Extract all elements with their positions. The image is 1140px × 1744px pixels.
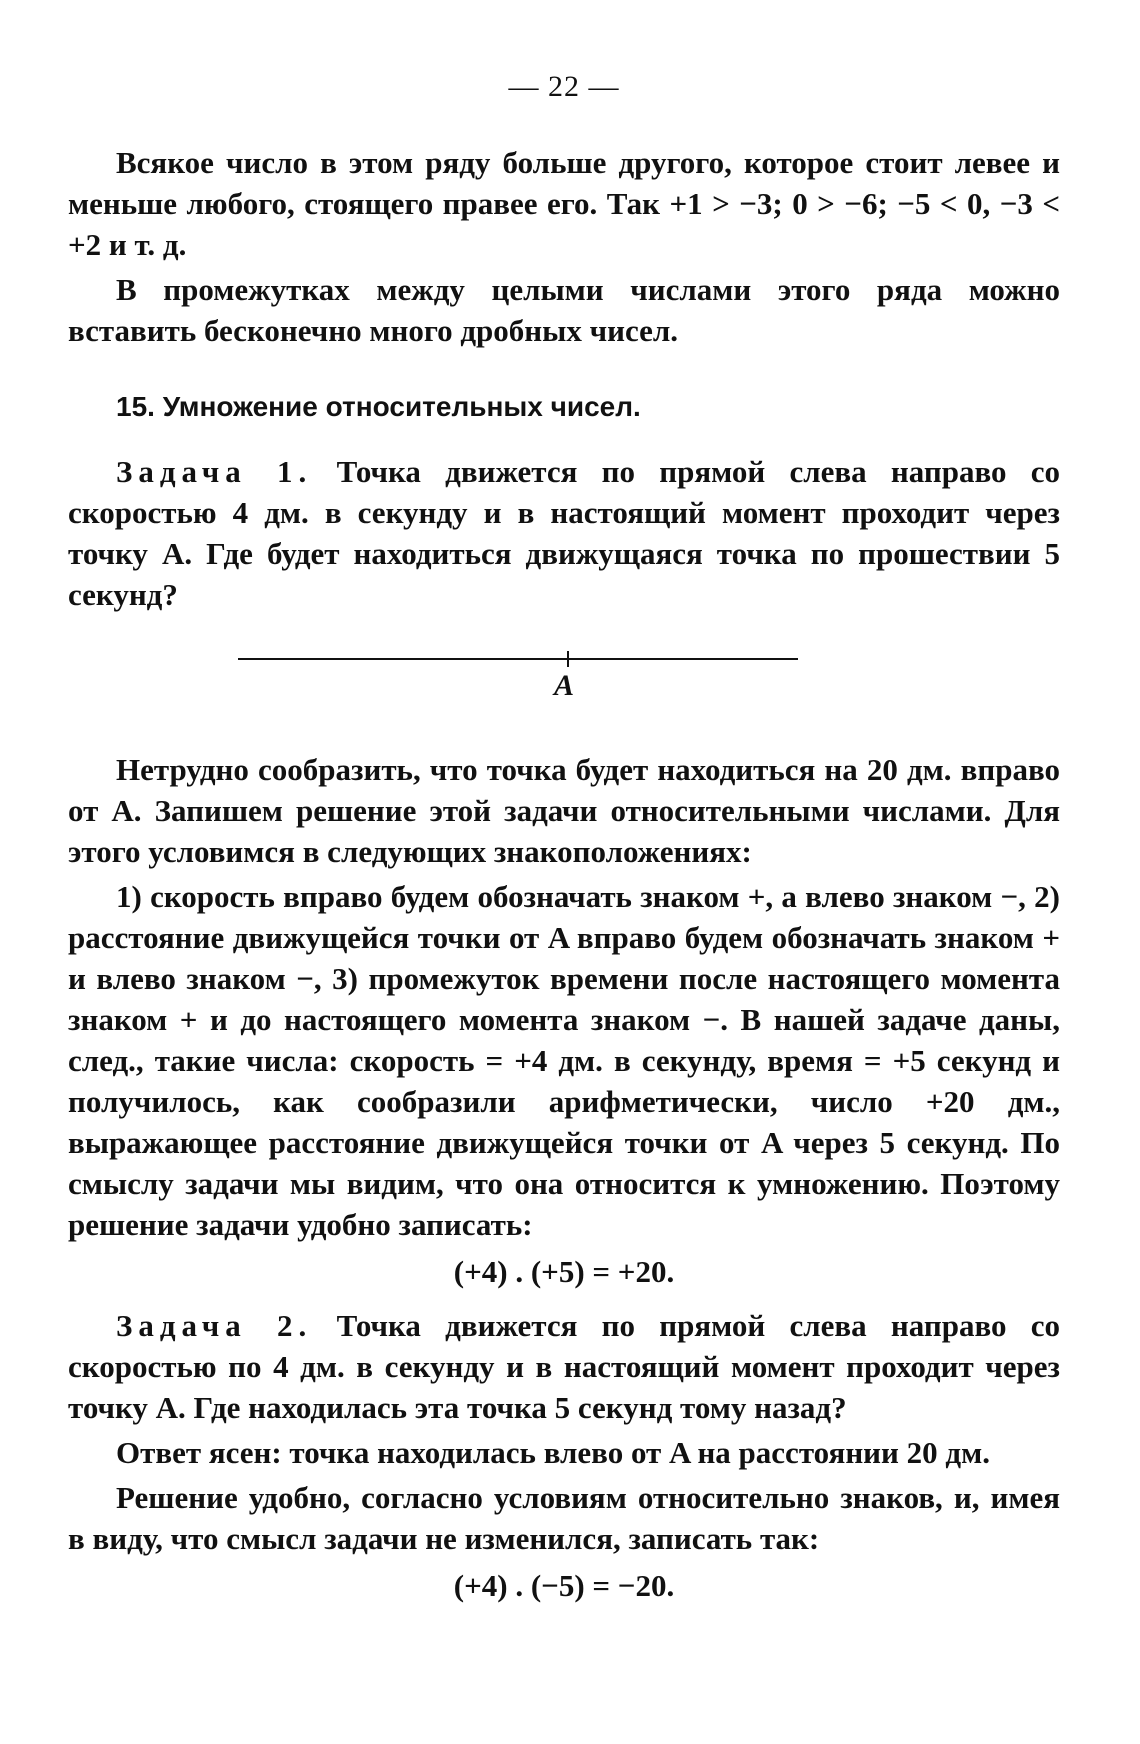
intro-paragraph-1: Всякое число в этом ряду больше другого, которое стоит левее и меньше любого, стоящего правее его. Так +1 > −3; 0 > −6; −5 < 0, −3 < +2 и т. д. [68, 145, 1060, 262]
formula-1: (+4) . (+5) = +20. [453, 1254, 675, 1289]
explanation-paragraph-1: Нетрудно сообразить, что точка будет находиться на 20 дм. вправо от A. Запишем решение этой задачи относительными числами. Для этого условимся в следующих знакоположениях: [68, 752, 1060, 869]
intro-paragraph-2: В промежутках между целыми числами этого ряда можно вставить бесконечно много дробных чисел. [68, 272, 1060, 348]
task-2-paragraph [68, 1305, 1060, 1428]
number-line-diagram [68, 649, 1060, 727]
answer-paragraph: Ответ ясен: точка находилась влево от A на расстоянии 20 дм. [116, 1435, 990, 1470]
solution-paragraph: Решение удобно, согласно условиям относительно знаков, и, имея в виду, что смысл задачи не изменился, записать так: [68, 1480, 1060, 1556]
formula-2: (+4) . (−5) = −20. [453, 1568, 675, 1603]
page-number: — 22 — [508, 70, 620, 103]
point-a-label: A [554, 669, 575, 702]
section-heading: 15. Умножение относительных чисел. [116, 391, 641, 422]
task-1-paragraph [68, 451, 1060, 615]
book-page [68, 60, 1060, 1619]
task-2-label: Задача 2. [116, 1308, 313, 1343]
explanation-paragraph-2: 1) скорость вправо будем обозначать знаком +, а влево знаком −, 2) расстояние движущейся точки от A вправо будем обозначать знаком + и влево знаком −, 3) промежуток времени после настоящего момента знаком + и до настоящего момента знаком −. В нашей задаче даны, след., такие числа: скорость = +4 дм. в секунду, время = +5 секунд и получилось, как сообразили арифметически, число +20 дм., выражающее расстояние движущейся точки от A через 5 секунд. По смыслу задачи мы видим, что она относится к умножению. Поэтому решение задачи удобно записать: [68, 879, 1060, 1242]
task-1-label: Задача 1. [116, 454, 313, 489]
task-2-text: Точка движется по прямой слева направо со скоростью по 4 дм. в секунду и в настоящий момент проходит через точку A. Где находилась эта точка 5 секунд тому назад? [68, 1308, 1061, 1425]
task-1-text: Точка движется по прямой слева направо со скоростью 4 дм. в секунду и в настоящий момент проходит через точку A. Где будет находиться движущаяся точка по прошествии 5 секунд? [68, 454, 1061, 612]
